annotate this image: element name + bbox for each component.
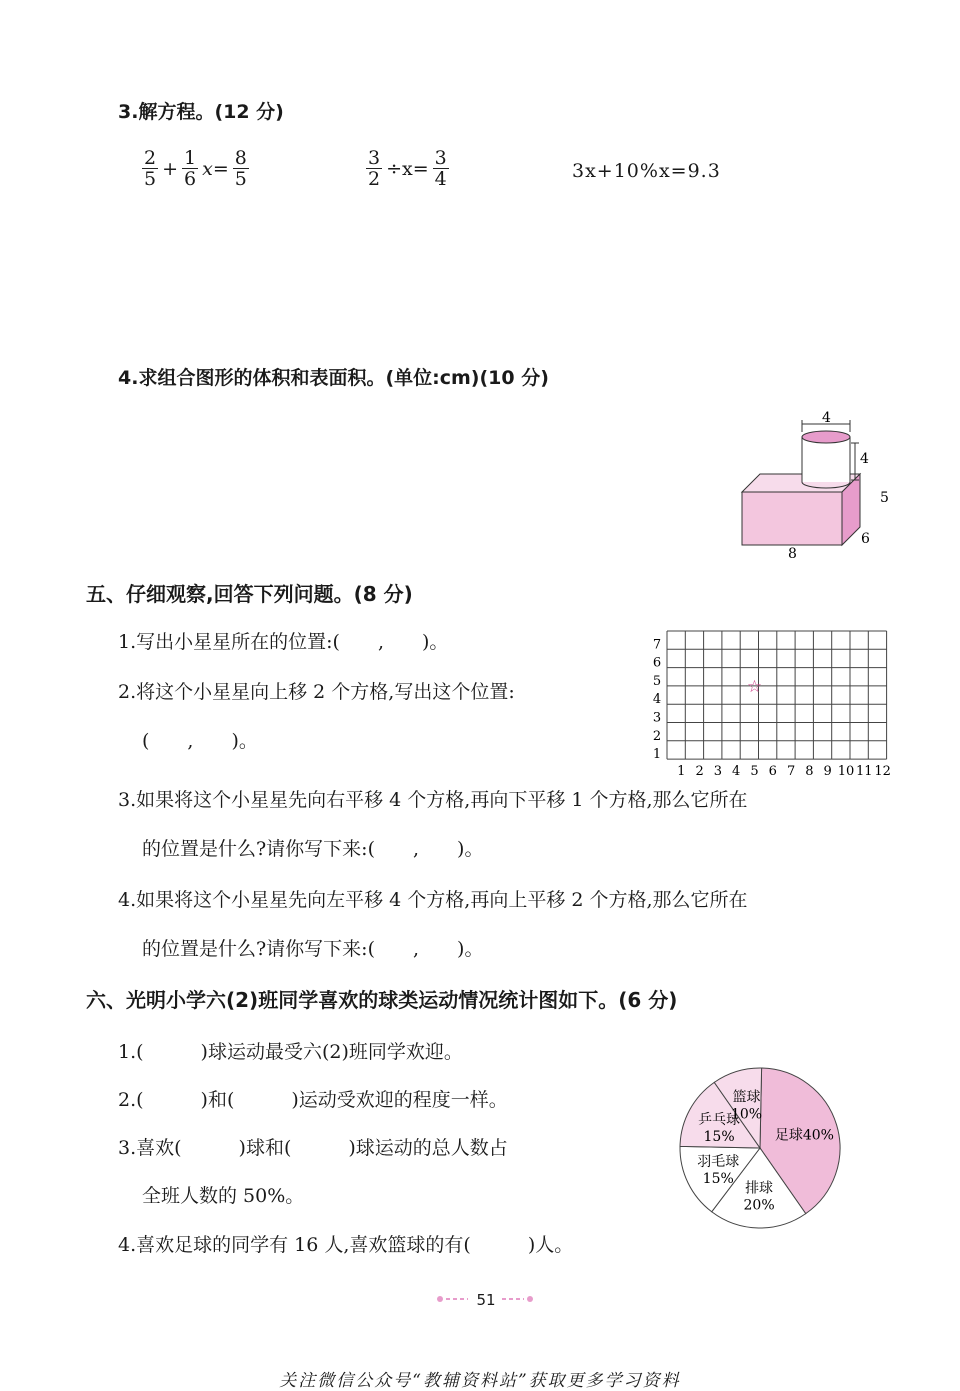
pie-label: 排球 [745,1180,774,1197]
sec6-q1: 1.( )球运动最受六(2)班同学欢迎。 [118,1041,463,1063]
grid-x-tick: 4 [732,764,741,780]
grid-x-tick: 5 [750,764,759,780]
grid-y-tick: 5 [652,673,662,689]
grid-x-tick: 9 [823,764,832,780]
grid-y-tick: 3 [652,710,662,726]
sec5-q3b: 的位置是什么?请你写下来:( , )。 [142,838,484,860]
equation-3: 3x+10%x=9.3 [572,160,721,182]
dim-cyl-diameter: 4 [822,410,831,426]
composite-solid-figure [730,410,900,565]
q4-title: 4.求组合图形的体积和表面积。(单位:cm)(10 分) [118,367,549,389]
dim-cyl-height: 4 [860,451,869,467]
grid-x-tick: 11 [856,764,873,780]
grid-y-tick: 4 [652,692,662,708]
grid-x-tick: 3 [713,764,723,780]
sec5-q1: 1.写出小星星所在的位置:( , )。 [118,631,449,653]
equation-2: $\frac{3}{2}$ ÷x= $\frac{3}{4}$ [368,147,447,190]
section-5-title: 五、仔细观察,回答下列问题。(8 分) [86,582,413,606]
sec6-q3a: 3.喜欢( )球和( )球运动的总人数占 [118,1137,508,1159]
grid-x-tick: 7 [786,764,796,780]
grid-x-tick: 12 [874,764,891,780]
q3-title: 3.解方程。(12 分) [118,101,284,123]
sec6-q4: 4.喜欢足球的同学有 16 人,喜欢篮球的有( )人。 [118,1234,574,1256]
ball-sports-pie-chart [670,1060,850,1235]
star-icon: ☆ [746,676,763,697]
pie-pct: 20% [743,1197,775,1214]
dim-box-length: 8 [788,546,797,562]
pie-pct: 10% [730,1106,763,1123]
grid-x-tick: 1 [677,764,686,780]
grid-x-tick: 6 [768,764,777,780]
grid-y-tick: 2 [652,728,662,744]
grid-x-tick: 2 [695,764,704,780]
grid-y-tick: 1 [652,747,662,763]
sec5-q2b: ( , )。 [142,730,258,752]
pie-label: 乒乓球 [698,1112,741,1129]
grid-y-tick: 6 [652,655,662,671]
sec5-q2a: 2.将这个小星星向上移 2 个方格,写出这个位置: [118,681,515,703]
dim-box-height: 5 [880,490,889,506]
grid-y-tick: 7 [652,637,662,653]
sec5-q4a: 4.如果将这个小星星先向左平移 4 个方格,再向上平移 2 个方格,那么它所在 [118,889,748,911]
pie-label: 篮球 [732,1089,761,1106]
sec6-q3b: 全班人数的 50%。 [142,1185,305,1207]
coordinate-grid [645,625,895,780]
dim-box-depth: 6 [861,531,870,547]
pie-label: 羽毛球 [697,1154,740,1171]
pie-pct: 15% [703,1129,735,1146]
pie-pct: 15% [702,1171,734,1188]
grid-x-tick: 8 [805,764,814,780]
equation-1: $\frac{2}{5}$ + $\frac{1}{6}$ x= $\frac{8}{5}$ [144,147,247,190]
section-6-title: 六、光明小学六(2)班同学喜欢的球类运动情况统计图如下。(6 分) [86,988,678,1012]
sec5-q4b: 的位置是什么?请你写下来:( , )。 [142,938,484,960]
sec5-q3a: 3.如果将这个小星星先向右平移 4 个方格,再向下平移 1 个方格,那么它所在 [118,789,748,811]
page-number: 51 [476,1291,496,1309]
pie-label: 足球40% [774,1127,834,1144]
grid-x-tick: 10 [837,764,855,780]
footer-note: 关注微信公众号“教辅资料站”获取更多学习资料 [279,1371,681,1391]
sec6-q2: 2.( )和( )运动受欢迎的程度一样。 [118,1089,508,1111]
